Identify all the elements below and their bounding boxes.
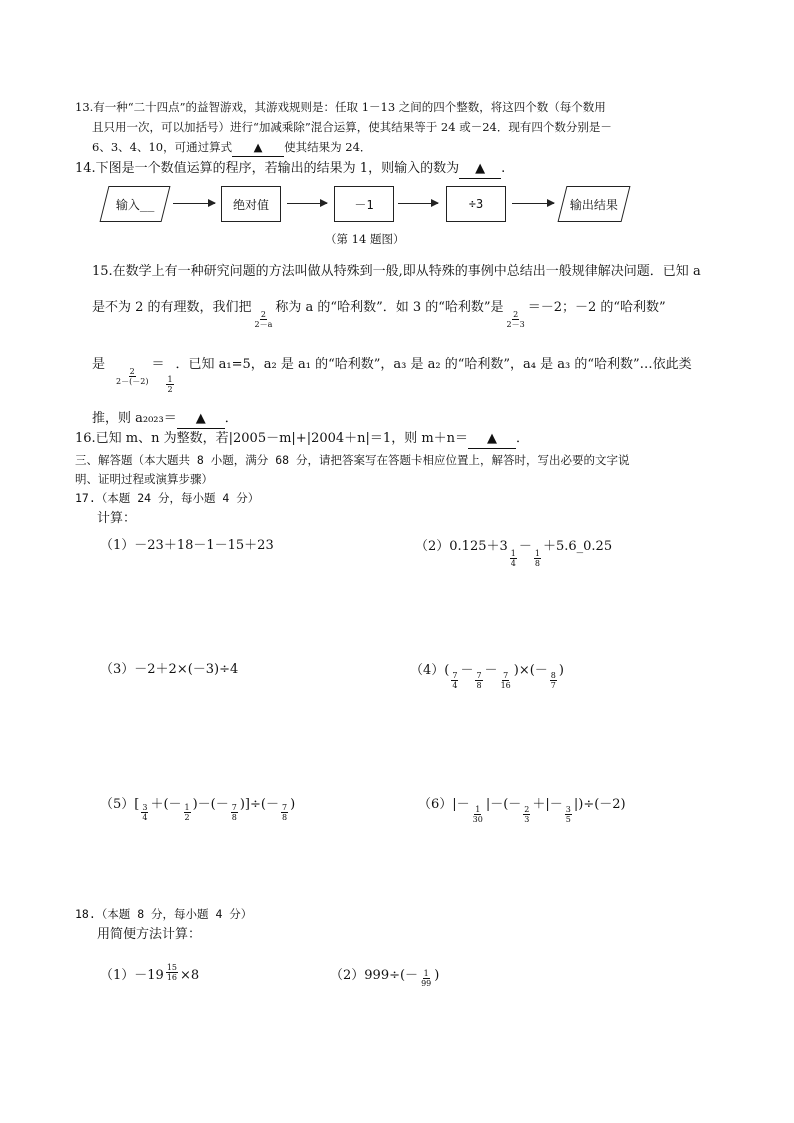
q15-line2: 是不为 2 的有理数，我们把 $\frac{2}{2-a}$ 称为 a 的“哈利数”．如 3 的“哈利数”是 $\frac{2}{2-3}$ ＝－2；－2 的“哈利数” (92, 300, 666, 329)
flow-arrow (287, 203, 327, 204)
q18-heading: 18.（本题 8 分，每小题 4 分） (75, 907, 253, 921)
q17-part5: （5）[ $\frac{3}{4}$ ＋(－ $\frac{1}{2}$ )－(－ $\frac{7}{8}$ )]÷(－ $\frac{7}{8}$ ) (100, 797, 296, 822)
flow-divide-box: ÷3 (446, 186, 506, 222)
section3-heading-cont: 明、证明过程或演算步骤） (75, 472, 213, 486)
flow-abs-box: 绝对值 (221, 186, 281, 222)
q17-part1: （1）－23＋18－1－15＋23 (100, 538, 274, 553)
q18-part2: （2）999÷(－ $\frac{1}{99}$ ) (330, 968, 440, 988)
flow-input-box: 输入__ (100, 186, 171, 222)
q16-question: 16.已知 m、n 为整数，若|2005－m|+|2004＋n|＝1，则 m＋n＝ ▲ ． (75, 430, 529, 449)
q17-heading: 17.（本题 24 分，每小题 4 分） (75, 491, 260, 505)
q17-part6: （6）|－ $\frac{1}{30}$ |－(－ $\frac{2}{3}$ ＋|－ $\frac{3}{5}$ |)÷(－2) (418, 797, 626, 824)
q15-line1: 15.在数学上有一种研究问题的方法叫做从特殊到一般,即从特殊的事例中总结出一般规律解决问题．已知 a (92, 264, 701, 279)
flow-minus-box: －1 (334, 186, 394, 222)
answer-blank: ▲ (177, 410, 225, 429)
flow-arrow (398, 203, 438, 204)
q13-line3: 6、3、4、10，可通过算式 ▲ 使其结果为 24． (92, 138, 371, 157)
q17-part4: （4）( $\frac{7}{4}$ － $\frac{7}{8}$ － $\frac{7}{16}$ )×(－ $\frac{8}{7}$ ) (410, 663, 564, 690)
q13-line2: 且只用一次，可以加括号）进行“加减乘除”混合运算，使其结果等于 24 或－24．现有四个数分别是－ (92, 120, 612, 134)
q13-line1: 13.有一种“二十四点”的益智游戏，其游戏规则是：任取 1－13 之间的四个整数，将这四个数（每个数用 (75, 100, 606, 114)
section3-heading: 三、解答题（本大题共 8 小题，满分 68 分，请把答案写在答题卡相应位置上，解答时，写出必要的文字说 (75, 453, 630, 467)
q17-instruction: 计算： (97, 511, 137, 526)
figure-caption: （第 14 题图） (325, 232, 405, 246)
q15-line3: 是 $\frac{2}{2-(-2)}$ ＝ $\frac{1}{2}$ ．已知 a₁=5，a₂ 是 a₁ 的“哈利数”，a₃ 是 a₂ 的“哈利数”，a₄ 是 a₃ 的“哈利数”…依此类 (92, 357, 692, 394)
flow-arrow (173, 203, 215, 204)
q17-part2: （2）0.125＋3 $\frac{1}{4}$ － $\frac{1}{8}$ ＋5.6_0.25 (415, 539, 613, 568)
answer-blank: ▲ (468, 430, 516, 449)
q17-part3: （3）－2＋2×(－3)÷4 (100, 662, 239, 677)
flow-arrow (512, 203, 554, 204)
flow-output-box: 输出结果 (558, 186, 631, 222)
q14-question: 14.下图是一个数值运算的程序，若输出的结果为 1，则输入的数为 ▲ . (75, 160, 505, 179)
q15-line4: 推，则 a₂₀₂₃＝ ▲ ． (92, 410, 238, 429)
answer-blank: ▲ (459, 160, 501, 179)
answer-blank: ▲ (232, 138, 284, 157)
q18-part1: （1）－19 $\frac{15}{16}$ ×8 (100, 963, 200, 983)
q18-instruction: 用简便方法计算： (97, 927, 202, 942)
